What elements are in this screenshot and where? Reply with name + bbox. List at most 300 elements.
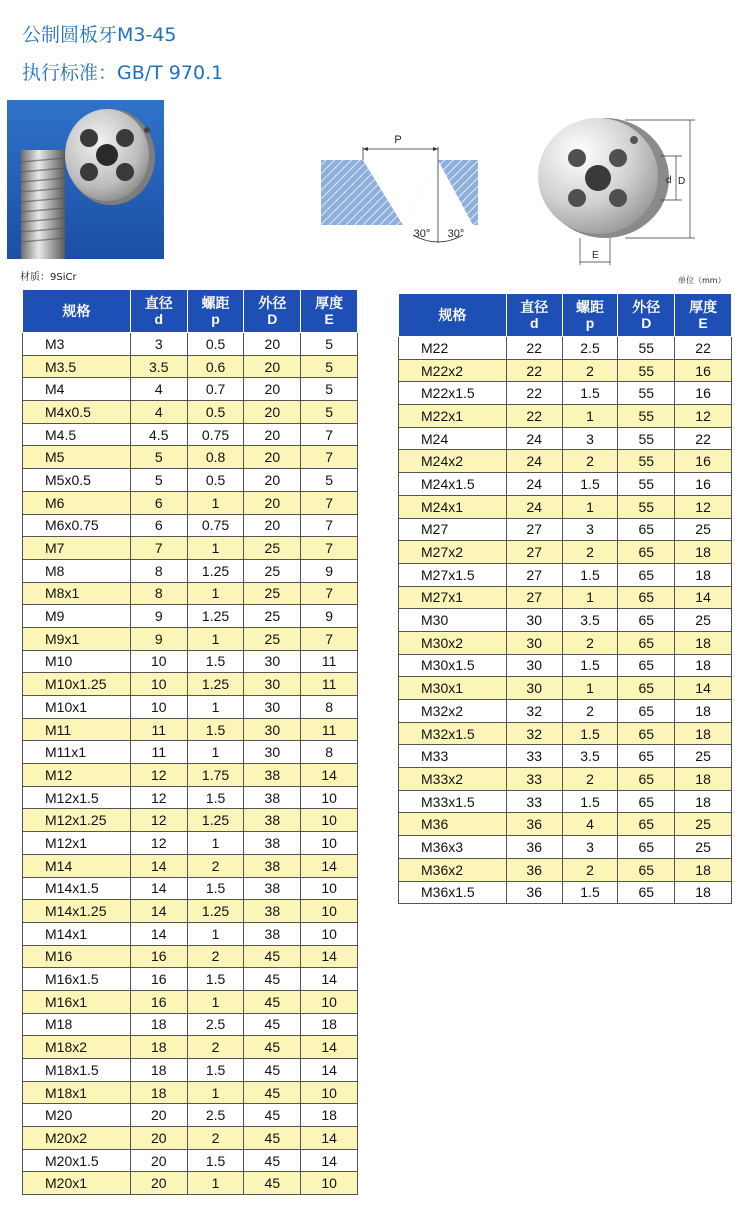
cell-pitch: 1 xyxy=(562,677,618,700)
cell-diameter: 24 xyxy=(506,473,562,496)
cell-spec: M9x1 xyxy=(23,627,131,650)
cell-thickness: 7 xyxy=(301,491,358,514)
cell-spec: M20x1.5 xyxy=(23,1149,131,1172)
header-symbol: p xyxy=(211,311,220,327)
cell-spec: M8 xyxy=(23,559,131,582)
table-row xyxy=(399,337,732,360)
cell-outer-diameter: 45 xyxy=(244,1059,301,1082)
cell-thickness: 14 xyxy=(301,1127,358,1150)
cell-outer-diameter: 45 xyxy=(244,1127,301,1150)
cell-thickness: 25 xyxy=(675,813,732,836)
cell-diameter: 36 xyxy=(506,858,562,881)
cell-diameter: 22 xyxy=(506,405,562,428)
cell-pitch: 1 xyxy=(187,832,244,855)
cell-spec: M4x0.5 xyxy=(23,401,131,424)
cell-thickness: 25 xyxy=(675,518,732,541)
cell-thickness: 5 xyxy=(301,378,358,401)
cell-pitch: 0.5 xyxy=(187,401,244,424)
cell-outer-diameter: 38 xyxy=(244,854,301,877)
cell-spec: M36 xyxy=(399,813,507,836)
cell-spec: M4.5 xyxy=(23,423,131,446)
table-row xyxy=(23,696,358,719)
cell-diameter: 24 xyxy=(506,427,562,450)
cell-pitch: 0.8 xyxy=(187,446,244,469)
cell-thickness: 9 xyxy=(301,605,358,628)
cell-outer-diameter: 65 xyxy=(618,722,675,745)
header-label: 螺距 xyxy=(201,295,230,311)
cell-thickness: 18 xyxy=(675,631,732,654)
cell-thickness: 10 xyxy=(301,922,358,945)
cell-thickness: 5 xyxy=(301,355,358,378)
table-row xyxy=(399,495,732,518)
cell-diameter: 12 xyxy=(130,764,187,787)
cell-thickness: 18 xyxy=(675,541,732,564)
cell-spec: M27x1 xyxy=(399,586,507,609)
cell-pitch: 3.5 xyxy=(562,745,618,768)
cell-diameter: 22 xyxy=(506,359,562,382)
cell-thickness: 25 xyxy=(675,836,732,859)
cell-diameter: 33 xyxy=(506,745,562,768)
cell-pitch: 1.25 xyxy=(187,809,244,832)
thread-profile-diagram xyxy=(318,125,488,250)
header-symbol: D xyxy=(641,315,652,331)
table-row xyxy=(23,1036,358,1059)
cell-pitch: 2 xyxy=(562,541,618,564)
cell-diameter: 8 xyxy=(130,582,187,605)
cell-outer-diameter: 55 xyxy=(618,337,675,360)
cell-diameter: 6 xyxy=(130,491,187,514)
cell-pitch: 1 xyxy=(187,1081,244,1104)
cell-diameter: 30 xyxy=(506,654,562,677)
cell-diameter: 20 xyxy=(130,1172,187,1195)
header-label: 直径 xyxy=(520,299,549,315)
cell-thickness: 10 xyxy=(301,1172,358,1195)
cell-diameter: 4 xyxy=(130,401,187,424)
cell-spec: M11x1 xyxy=(23,741,131,764)
product-photo xyxy=(7,100,164,259)
cell-spec: M3.5 xyxy=(23,355,131,378)
cell-spec: M30x1.5 xyxy=(399,654,507,677)
cell-spec: M12x1.5 xyxy=(23,786,131,809)
cell-diameter: 20 xyxy=(130,1149,187,1172)
cell-pitch: 1.5 xyxy=(562,563,618,586)
cell-spec: M24x1 xyxy=(399,495,507,518)
cell-outer-diameter: 65 xyxy=(618,745,675,768)
cell-pitch: 2 xyxy=(187,1036,244,1059)
cell-outer-diameter: 65 xyxy=(618,768,675,791)
cell-diameter: 4.5 xyxy=(130,423,187,446)
table-row xyxy=(23,1013,358,1036)
cell-diameter: 20 xyxy=(130,1127,187,1150)
cell-diameter: 32 xyxy=(506,700,562,723)
cell-spec: M20 xyxy=(23,1104,131,1127)
cell-outer-diameter: 20 xyxy=(244,378,301,401)
header-spec xyxy=(399,294,507,337)
cell-thickness: 10 xyxy=(301,990,358,1013)
cell-spec: M24x2 xyxy=(399,450,507,473)
cell-spec: M5x0.5 xyxy=(23,469,131,492)
cell-diameter: 9 xyxy=(130,605,187,628)
cell-outer-diameter: 20 xyxy=(244,514,301,537)
cell-spec: M36x1.5 xyxy=(399,881,507,904)
table-row xyxy=(23,1127,358,1150)
cell-diameter: 11 xyxy=(130,741,187,764)
table-row xyxy=(23,718,358,741)
table-row xyxy=(23,401,358,424)
cell-pitch: 1.5 xyxy=(187,877,244,900)
header-label: 直径 xyxy=(144,295,173,311)
cell-thickness: 16 xyxy=(675,473,732,496)
cell-outer-diameter: 20 xyxy=(244,401,301,424)
cell-pitch: 1 xyxy=(187,537,244,560)
cell-outer-diameter: 45 xyxy=(244,990,301,1013)
cell-diameter: 22 xyxy=(506,337,562,360)
cell-pitch: 2 xyxy=(187,1127,244,1150)
cell-outer-diameter: 65 xyxy=(618,518,675,541)
table-row xyxy=(23,627,358,650)
cell-pitch: 1 xyxy=(187,1172,244,1195)
cell-outer-diameter: 55 xyxy=(618,405,675,428)
cell-outer-diameter: 55 xyxy=(618,495,675,518)
cell-diameter: 18 xyxy=(130,1036,187,1059)
cell-pitch: 1.5 xyxy=(187,786,244,809)
cell-diameter: 18 xyxy=(130,1059,187,1082)
cell-thickness: 18 xyxy=(675,858,732,881)
cell-pitch: 1.5 xyxy=(562,722,618,745)
cell-diameter: 27 xyxy=(506,563,562,586)
header-symbol: E xyxy=(324,311,334,327)
table-row xyxy=(23,922,358,945)
cell-spec: M6x0.75 xyxy=(23,514,131,537)
cell-pitch: 0.75 xyxy=(187,514,244,537)
cell-pitch: 1.5 xyxy=(562,382,618,405)
header-outer-diameter xyxy=(244,290,301,333)
cell-spec: M30x2 xyxy=(399,631,507,654)
cell-pitch: 0.6 xyxy=(187,355,244,378)
cell-diameter: 30 xyxy=(506,677,562,700)
cell-thickness: 18 xyxy=(675,881,732,904)
cell-outer-diameter: 45 xyxy=(244,1172,301,1195)
cell-thickness: 14 xyxy=(301,968,358,991)
cell-pitch: 2 xyxy=(562,700,618,723)
cell-spec: M32x2 xyxy=(399,700,507,723)
table-row xyxy=(399,473,732,496)
cell-spec: M7 xyxy=(23,537,131,560)
table-row xyxy=(23,786,358,809)
cell-thickness: 18 xyxy=(675,790,732,813)
cell-diameter: 5 xyxy=(130,469,187,492)
cell-thickness: 14 xyxy=(301,764,358,787)
table-row xyxy=(399,631,732,654)
table-row xyxy=(23,673,358,696)
cell-pitch: 1 xyxy=(187,741,244,764)
table-row xyxy=(23,355,358,378)
cell-outer-diameter: 38 xyxy=(244,877,301,900)
cell-spec: M4 xyxy=(23,378,131,401)
cell-diameter: 24 xyxy=(506,495,562,518)
cell-pitch: 3.5 xyxy=(562,609,618,632)
cell-outer-diameter: 20 xyxy=(244,446,301,469)
cell-spec: M22x1.5 xyxy=(399,382,507,405)
cell-pitch: 1.5 xyxy=(187,650,244,673)
cell-outer-diameter: 65 xyxy=(618,836,675,859)
cell-pitch: 2 xyxy=(562,631,618,654)
cell-pitch: 1 xyxy=(562,586,618,609)
cell-diameter: 14 xyxy=(130,922,187,945)
cell-pitch: 1.25 xyxy=(187,673,244,696)
cell-outer-diameter: 30 xyxy=(244,696,301,719)
table-row xyxy=(23,990,358,1013)
cell-outer-diameter: 65 xyxy=(618,563,675,586)
cell-spec: M14 xyxy=(23,854,131,877)
unit-label: 单位（mm） xyxy=(678,276,726,285)
table-row xyxy=(399,405,732,428)
cell-diameter: 12 xyxy=(130,832,187,855)
cell-outer-diameter: 55 xyxy=(618,359,675,382)
cell-spec: M36x3 xyxy=(399,836,507,859)
table-row xyxy=(399,541,732,564)
cell-outer-diameter: 30 xyxy=(244,718,301,741)
table-row xyxy=(399,359,732,382)
cell-thickness: 18 xyxy=(675,654,732,677)
cell-pitch: 3 xyxy=(562,836,618,859)
cell-thickness: 7 xyxy=(301,423,358,446)
cell-spec: M8x1 xyxy=(23,582,131,605)
cell-spec: M3 xyxy=(23,333,131,356)
table-row xyxy=(399,858,732,881)
cell-outer-diameter: 65 xyxy=(618,677,675,700)
cell-thickness: 10 xyxy=(301,900,358,923)
cell-outer-diameter: 65 xyxy=(618,586,675,609)
cell-outer-diameter: 25 xyxy=(244,559,301,582)
cell-diameter: 14 xyxy=(130,854,187,877)
cell-diameter: 10 xyxy=(130,673,187,696)
table-row xyxy=(399,700,732,723)
cell-outer-diameter: 55 xyxy=(618,473,675,496)
cell-outer-diameter: 45 xyxy=(244,1081,301,1104)
table-row xyxy=(23,877,358,900)
cell-outer-diameter: 65 xyxy=(618,790,675,813)
cell-outer-diameter: 65 xyxy=(618,881,675,904)
pitch-label: P xyxy=(394,134,402,146)
table-row xyxy=(23,1104,358,1127)
cell-outer-diameter: 45 xyxy=(244,968,301,991)
cell-pitch: 1 xyxy=(187,582,244,605)
cell-spec: M18x2 xyxy=(23,1036,131,1059)
cell-outer-diameter: 55 xyxy=(618,450,675,473)
cell-thickness: 7 xyxy=(301,514,358,537)
cell-thickness: 5 xyxy=(301,401,358,424)
cell-outer-diameter: 25 xyxy=(244,537,301,560)
cell-outer-diameter: 20 xyxy=(244,333,301,356)
cell-pitch: 1.5 xyxy=(187,1149,244,1172)
cell-spec: M22x1 xyxy=(399,405,507,428)
cell-thickness: 10 xyxy=(301,1081,358,1104)
cell-diameter: 33 xyxy=(506,768,562,791)
cell-thickness: 16 xyxy=(675,382,732,405)
cell-spec: M22 xyxy=(399,337,507,360)
table-row xyxy=(399,427,732,450)
cell-thickness: 8 xyxy=(301,741,358,764)
page-title: 公制圆板牙M3-45 xyxy=(22,24,177,46)
cell-outer-diameter: 45 xyxy=(244,1036,301,1059)
header-diameter xyxy=(130,290,187,333)
table-row xyxy=(399,677,732,700)
header-outer-diameter xyxy=(618,294,675,337)
table-row xyxy=(23,832,358,855)
table-row xyxy=(23,378,358,401)
cell-diameter: 27 xyxy=(506,541,562,564)
table-row xyxy=(23,423,358,446)
cell-diameter: 20 xyxy=(130,1104,187,1127)
cell-pitch: 1 xyxy=(187,922,244,945)
cell-diameter: 10 xyxy=(130,696,187,719)
cell-diameter: 36 xyxy=(506,836,562,859)
table-row xyxy=(399,586,732,609)
table-row xyxy=(399,790,732,813)
table-row xyxy=(23,491,358,514)
cell-spec: M10x1.25 xyxy=(23,673,131,696)
spec-table-right xyxy=(398,293,732,904)
cell-pitch: 1.5 xyxy=(187,1059,244,1082)
cell-outer-diameter: 25 xyxy=(244,627,301,650)
cell-diameter: 27 xyxy=(506,586,562,609)
standard-label: 执行标准：GB/T 970.1 xyxy=(22,62,224,84)
cell-spec: M14x1.25 xyxy=(23,900,131,923)
cell-diameter: 30 xyxy=(506,609,562,632)
cell-spec: M9 xyxy=(23,605,131,628)
table-row xyxy=(23,537,358,560)
cell-spec: M12 xyxy=(23,764,131,787)
cell-diameter: 18 xyxy=(130,1081,187,1104)
table-row xyxy=(399,745,732,768)
cell-thickness: 5 xyxy=(301,469,358,492)
cell-diameter: 8 xyxy=(130,559,187,582)
cell-spec: M20x1 xyxy=(23,1172,131,1195)
table-row xyxy=(23,650,358,673)
cell-diameter: 32 xyxy=(506,722,562,745)
cell-diameter: 9 xyxy=(130,627,187,650)
cell-outer-diameter: 65 xyxy=(618,609,675,632)
cell-spec: M16x1 xyxy=(23,990,131,1013)
cell-diameter: 18 xyxy=(130,1013,187,1036)
cell-thickness: 14 xyxy=(675,586,732,609)
cell-thickness: 11 xyxy=(301,650,358,673)
cell-pitch: 0.5 xyxy=(187,469,244,492)
cell-spec: M11 xyxy=(23,718,131,741)
table-row xyxy=(23,1081,358,1104)
cell-diameter: 6 xyxy=(130,514,187,537)
header-pitch xyxy=(187,290,244,333)
cell-pitch: 0.5 xyxy=(187,333,244,356)
E-label: E xyxy=(592,250,599,261)
cell-thickness: 7 xyxy=(301,446,358,469)
cell-pitch: 1.25 xyxy=(187,605,244,628)
cell-pitch: 2 xyxy=(562,858,618,881)
header-label: 螺距 xyxy=(576,299,604,315)
cell-pitch: 1.5 xyxy=(562,654,618,677)
D-label: D xyxy=(678,176,686,187)
cell-spec: M24x1.5 xyxy=(399,473,507,496)
table-row xyxy=(399,609,732,632)
cell-outer-diameter: 30 xyxy=(244,650,301,673)
cell-spec: M6 xyxy=(23,491,131,514)
cell-outer-diameter: 65 xyxy=(618,631,675,654)
cell-outer-diameter: 45 xyxy=(244,945,301,968)
material-label: 材质：9SiCr xyxy=(20,272,77,283)
cell-outer-diameter: 20 xyxy=(244,423,301,446)
d-label: d xyxy=(666,175,672,186)
cell-thickness: 12 xyxy=(675,405,732,428)
cell-outer-diameter: 25 xyxy=(244,605,301,628)
table-row xyxy=(23,1059,358,1082)
table-row xyxy=(399,836,732,859)
cell-diameter: 12 xyxy=(130,809,187,832)
table-row xyxy=(23,1149,358,1172)
cell-thickness: 9 xyxy=(301,559,358,582)
cell-thickness: 14 xyxy=(301,945,358,968)
cell-outer-diameter: 20 xyxy=(244,491,301,514)
cell-diameter: 12 xyxy=(130,786,187,809)
cell-diameter: 3.5 xyxy=(130,355,187,378)
cell-thickness: 25 xyxy=(675,609,732,632)
cell-pitch: 1 xyxy=(187,696,244,719)
cell-thickness: 7 xyxy=(301,627,358,650)
cell-pitch: 1 xyxy=(187,491,244,514)
cell-outer-diameter: 65 xyxy=(618,700,675,723)
cell-spec: M36x2 xyxy=(399,858,507,881)
table-row xyxy=(23,469,358,492)
cell-pitch: 1 xyxy=(187,990,244,1013)
table-row xyxy=(23,1172,358,1195)
die-dimension-diagram xyxy=(530,110,740,270)
cell-diameter: 16 xyxy=(130,945,187,968)
cell-thickness: 18 xyxy=(675,700,732,723)
header-diameter xyxy=(506,294,562,337)
cell-pitch: 1.5 xyxy=(562,473,618,496)
cell-thickness: 10 xyxy=(301,877,358,900)
cell-diameter: 3 xyxy=(130,333,187,356)
cell-pitch: 3 xyxy=(562,518,618,541)
cell-spec: M12x1 xyxy=(23,832,131,855)
cell-pitch: 2 xyxy=(562,768,618,791)
table-row xyxy=(23,854,358,877)
cell-thickness: 18 xyxy=(301,1104,358,1127)
cell-diameter: 4 xyxy=(130,378,187,401)
header-symbol: p xyxy=(585,315,595,331)
cell-pitch: 1.5 xyxy=(562,881,618,904)
table-row xyxy=(399,382,732,405)
cell-outer-diameter: 38 xyxy=(244,922,301,945)
cell-pitch: 2.5 xyxy=(562,337,618,360)
header-thickness xyxy=(675,294,732,337)
header-label: 外径 xyxy=(632,299,661,315)
cell-diameter: 16 xyxy=(130,990,187,1013)
cell-spec: M10x1 xyxy=(23,696,131,719)
cell-pitch: 2.5 xyxy=(187,1104,244,1127)
cell-outer-diameter: 65 xyxy=(618,541,675,564)
cell-pitch: 0.7 xyxy=(187,378,244,401)
cell-thickness: 7 xyxy=(301,537,358,560)
cell-outer-diameter: 38 xyxy=(244,832,301,855)
cell-thickness: 18 xyxy=(675,563,732,586)
cell-thickness: 14 xyxy=(301,854,358,877)
cell-thickness: 14 xyxy=(675,677,732,700)
cell-diameter: 24 xyxy=(506,450,562,473)
table-row xyxy=(23,333,358,356)
cell-spec: M12x1.25 xyxy=(23,809,131,832)
cell-outer-diameter: 38 xyxy=(244,764,301,787)
